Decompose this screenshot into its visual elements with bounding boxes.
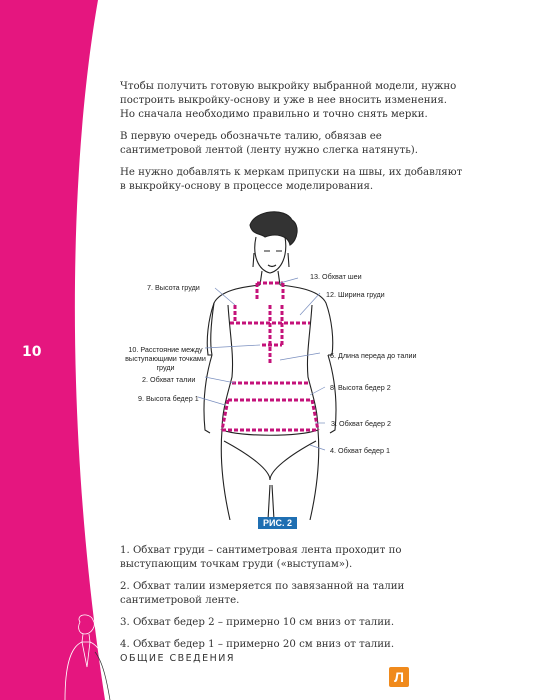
figure-label: РИС. 2	[258, 517, 297, 529]
section-footer: ОБЩИЕ СВЕДЕНИЯ	[120, 653, 235, 664]
publisher-logo: Л	[389, 667, 409, 687]
intro-paragraph-1: Чтобы получить готовую выкройку выбранной модели, нужно построить выкройку-основу и уже в нее вносить изменения. Но сначала необходимо правильно и точно снять мерки.	[120, 81, 457, 120]
callout-bust-point-distance: 10. Расстояние между выступающими точками груди	[125, 345, 206, 372]
measurement-notes	[120, 544, 465, 660]
note-1: 1. Обхват груди – сантиметровая лента проходит по выступающим точкам груди («выступам»).	[120, 545, 402, 570]
callout-chest-width: 12. Ширина груди	[326, 290, 385, 299]
callout-hip-circumference-1: 4. Обхват бедер 1	[330, 446, 390, 455]
woman-sketch-icon	[55, 612, 120, 700]
callout-neck-circumference: 13. Обхват шеи	[310, 272, 362, 281]
intro-paragraph-3: Не нужно добавлять к меркам припуски на швы, их добавляют в выкройку-основу в процессе моделирования.	[120, 167, 463, 192]
callout-hip-height-2: 8. Высота бедер 2	[330, 383, 391, 392]
page-number: 10	[22, 344, 42, 360]
intro-paragraph-2: В первую очередь обозначьте талию, обвязав ее сантиметровой лентой (ленту нужно слегка натянуть).	[120, 131, 419, 156]
callout-waist: 2. Обхват талии	[142, 375, 196, 384]
callout-front-length: 6. Длина переда до талии	[330, 351, 417, 360]
note-4: 4. Обхват бедер 1 – примерно 20 см вниз от талии.	[120, 639, 395, 650]
note-3: 3. Обхват бедер 2 – примерно 10 см вниз от талии.	[120, 617, 395, 628]
intro-text	[120, 80, 465, 202]
callout-hip-height-1: 9. Высота бедер 1	[138, 394, 199, 403]
callout-hip-circumference-2: 3. Обхват бедер 2	[331, 419, 391, 428]
callout-chest-height: 7. Высота груди	[147, 283, 200, 292]
note-2: 2. Обхват талии измеряется по завязанной на талии сантиметровой ленте.	[120, 581, 405, 606]
